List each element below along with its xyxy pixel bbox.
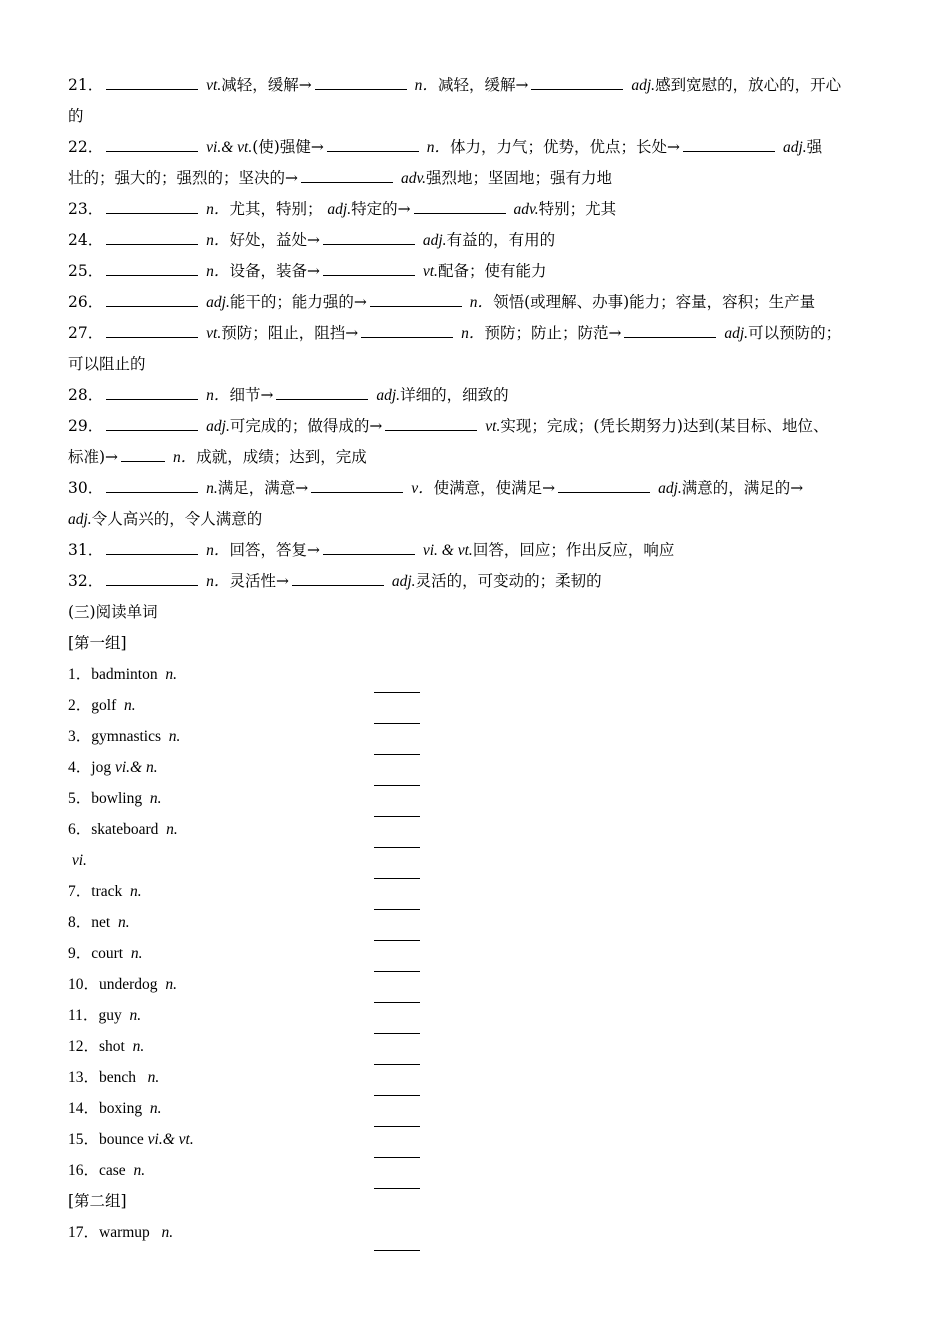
reading-item: 5．bowling n. bbox=[68, 783, 890, 814]
vocab-item-23: 23． n．尤其，特别； adj.特定的→ adv.特别；尤其 bbox=[68, 194, 890, 225]
reading-item: 2．golf n. bbox=[68, 690, 890, 721]
vocab-item-30: 30． n.满足，满意→ v．使满意，使满足→ adj.满意的，满足的→ bbox=[68, 473, 890, 504]
answer-blank[interactable] bbox=[531, 71, 623, 90]
answer-blank[interactable] bbox=[106, 226, 198, 245]
reading-item: 17．warmup n. bbox=[68, 1217, 890, 1248]
vocab-item-28: 28． n．细节→ adj.详细的，细致的 bbox=[68, 380, 890, 411]
section-title: (三)阅读单词 bbox=[68, 603, 158, 621]
reading-list-group-1 bbox=[68, 659, 890, 1186]
vocab-item-29: 29． adj.可完成的；做得成的→ vt.实现；完成；(凭长期努力)达到(某目标、地位、 bbox=[68, 411, 890, 442]
answer-blank[interactable] bbox=[683, 133, 775, 152]
reading-item: 4．jog vi.& n. bbox=[68, 752, 890, 783]
answer-blank[interactable] bbox=[292, 567, 384, 586]
vocab-item-29-cont: 标准)→ n．成就，成绩；达到，完成 bbox=[68, 442, 890, 473]
reading-item: 12．shot n. bbox=[68, 1031, 890, 1062]
vocab-item-22-cont: 壮的；强大的；强烈的；坚决的→ adv.强烈地；坚固地；强有力地 bbox=[68, 163, 890, 194]
answer-blank[interactable] bbox=[624, 319, 716, 338]
vocab-item-27: 27． vt.预防；阻止，阻挡→ n．预防；防止；防范→ adj.可以预防的； bbox=[68, 318, 890, 349]
answer-blank[interactable] bbox=[301, 164, 393, 183]
vocab-item-30-cont: adj.令人高兴的，令人满意的 bbox=[68, 510, 263, 528]
answer-blank[interactable] bbox=[106, 412, 198, 431]
answer-blank[interactable] bbox=[106, 288, 198, 307]
answer-blank[interactable] bbox=[370, 288, 462, 307]
answer-blank[interactable] bbox=[323, 226, 415, 245]
reading-item: 16．case n. bbox=[68, 1155, 890, 1186]
reading-item: 7．track n. bbox=[68, 876, 890, 907]
answer-blank[interactable] bbox=[106, 536, 198, 555]
reading-item: 15．bounce vi.& vt. bbox=[68, 1124, 890, 1155]
worksheet-page bbox=[68, 70, 890, 1248]
answer-blank[interactable] bbox=[106, 133, 198, 152]
answer-blank[interactable] bbox=[315, 71, 407, 90]
reading-item: 14．boxing n. bbox=[68, 1093, 890, 1124]
answer-blank[interactable] bbox=[276, 381, 368, 400]
reading-item: 1．badminton n. bbox=[68, 659, 890, 690]
answer-blank[interactable] bbox=[558, 474, 650, 493]
answer-blank[interactable] bbox=[385, 412, 477, 431]
reading-item: 13．bench n. bbox=[68, 1062, 890, 1093]
reading-item: 9．court n. bbox=[68, 938, 890, 969]
vocab-item-21: 21． vt.减轻，缓解→ n．减轻，缓解→ adj.感到宽慰的，放心的，开心 bbox=[68, 70, 890, 101]
answer-blank[interactable] bbox=[414, 195, 506, 214]
vocab-item-25: 25． n．设备，装备→ vt.配备；使有能力 bbox=[68, 256, 890, 287]
reading-list-group-2 bbox=[68, 1217, 890, 1248]
answer-blank[interactable] bbox=[323, 257, 415, 276]
reading-item: vi. bbox=[68, 845, 890, 876]
answer-blank[interactable] bbox=[374, 1232, 420, 1251]
reading-item: 6．skateboard n. bbox=[68, 814, 890, 845]
answer-blank[interactable] bbox=[311, 474, 403, 493]
vocab-item-26: 26． adj.能干的；能力强的→ n．领悟(或理解、办事)能力；容量，容积；生产量 bbox=[68, 287, 890, 318]
vocab-item-32: 32． n．灵活性→ adj.灵活的，可变动的；柔韧的 bbox=[68, 566, 890, 597]
answer-blank[interactable] bbox=[106, 195, 198, 214]
vocab-item-31: 31． n．回答，答复→ vi. & vt.回答，回应；作出反应，响应 bbox=[68, 535, 890, 566]
answer-blank[interactable] bbox=[327, 133, 419, 152]
answer-blank[interactable] bbox=[106, 474, 198, 493]
reading-item: 3．gymnastics n. bbox=[68, 721, 890, 752]
group-label-1: [第一组] bbox=[68, 634, 127, 652]
group-label-2: [第二组] bbox=[68, 1192, 127, 1210]
answer-blank[interactable] bbox=[106, 319, 198, 338]
answer-blank[interactable] bbox=[121, 443, 165, 462]
vocab-item-27-cont: 可以阻止的 bbox=[68, 355, 146, 373]
answer-blank[interactable] bbox=[106, 567, 198, 586]
reading-item: 10．underdog n. bbox=[68, 969, 890, 1000]
answer-blank[interactable] bbox=[106, 71, 198, 90]
reading-item: 8．net n. bbox=[68, 907, 890, 938]
vocab-item-22: 22． vi.& vt.(使)强健→ n．体力，力气；优势，优点；长处→ adj.强 bbox=[68, 132, 890, 163]
answer-blank[interactable] bbox=[106, 381, 198, 400]
answer-blank[interactable] bbox=[361, 319, 453, 338]
answer-blank[interactable] bbox=[374, 1170, 420, 1189]
reading-item: 11．guy n. bbox=[68, 1000, 890, 1031]
answer-blank[interactable] bbox=[106, 257, 198, 276]
vocab-item-21-cont: 的 bbox=[68, 107, 84, 125]
answer-blank[interactable] bbox=[323, 536, 415, 555]
vocab-item-24: 24． n．好处，益处→ adj.有益的，有用的 bbox=[68, 225, 890, 256]
